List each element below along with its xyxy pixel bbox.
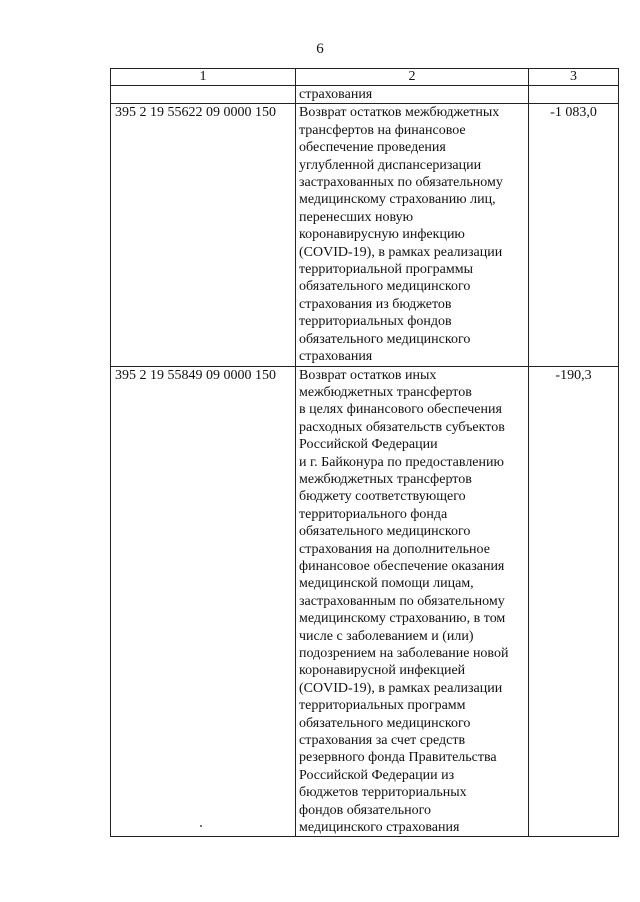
description-line: территориального фонда [299,506,448,522]
budget-code-cell: 395 2 19 55622 09 0000 150 [111,104,296,366]
description-line: страхования на дополнительное [299,541,490,557]
description-line: бюджетов территориальных [299,785,467,801]
description-line: подозрением на заболевание новой [299,646,509,661]
amount-cell: -190,3 [529,366,619,837]
description-line: бюджету соответствующего [299,489,466,505]
description-cell [296,366,529,837]
description-line: обязательного медицинского [299,524,471,540]
description-line: коронавирусную инфекцию [299,227,465,243]
description-line: (COVID-19), в рамках реализации [299,680,503,696]
description-line: расходных обязательств субъектов [299,419,505,435]
description-line: фондов обязательного [299,802,431,818]
description-line: медицинскому страхованию, в том [299,611,506,627]
description-line: территориальных фондов [299,314,452,330]
description-line: обязательного медицинского [299,331,471,347]
description-line: Возврат остатков межбюджетных [299,105,500,121]
description-line: межбюджетных трансфертов [299,384,472,400]
description-line: страхования [299,349,373,365]
description-line: перенесших новую [299,209,414,225]
description-line: застрахованным по обязательному [299,593,505,609]
description-line: числе с заболеванием и (или) [299,628,474,644]
description-line: обязательного медицинского [299,279,471,295]
table-row [111,104,619,366]
description-line: страхования за счет средств [299,733,466,749]
column-header-code: 1 [111,69,296,86]
description-line: коронавирусной инфекцией [299,663,466,679]
description-line: Российской Федерации из [299,767,455,783]
description-line: медицинского страхования [299,820,460,836]
continuation-code-cell [111,86,296,104]
description-line: обеспечение проведения [299,140,446,156]
description-line: углубленной диспансеризации [299,157,482,173]
description-line: резервного фонда Правительства [299,750,497,766]
description-line: страхования из бюджетов [299,296,452,312]
page-number: 6 [316,41,324,57]
description-line: территориальной программы [299,262,474,278]
description-line: в целях финансового обеспечения [299,402,502,418]
continuation-amount-cell [529,86,619,104]
description-line: обязательного медицинского [299,715,471,731]
scan-speck [200,825,202,827]
description-line: (COVID-19), в рамках реализации [299,244,503,260]
budget-code-cell: 395 2 19 55849 09 0000 150 [111,366,296,837]
column-header-amount: 3 [529,69,619,86]
column-header-description: 2 [296,69,529,86]
description-line: Возврат остатков иных [299,367,437,383]
description-line: межбюджетных трансфертов [299,471,472,487]
description-line: медицинской помощи лицам, [299,576,474,592]
description-line: Российской Федерации [299,437,438,453]
description-line: и г. Байконура по предоставлению [299,454,504,470]
table-header-row [111,69,619,86]
description-line: застрахованных по обязательному [299,175,503,191]
continuation-description-cell: страхования [296,86,529,104]
table-row [111,366,619,837]
description-line: трансфертов на финансовое [299,122,466,138]
description-line: территориальных программ [299,698,466,714]
continuation-row [111,86,619,104]
description-line: медицинскому страхованию лиц, [299,192,496,208]
amount-cell: -1 083,0 [529,104,619,366]
budget-table [110,68,619,837]
description-cell [296,104,529,366]
description-line: финансовое обеспечение оказания [299,558,505,574]
